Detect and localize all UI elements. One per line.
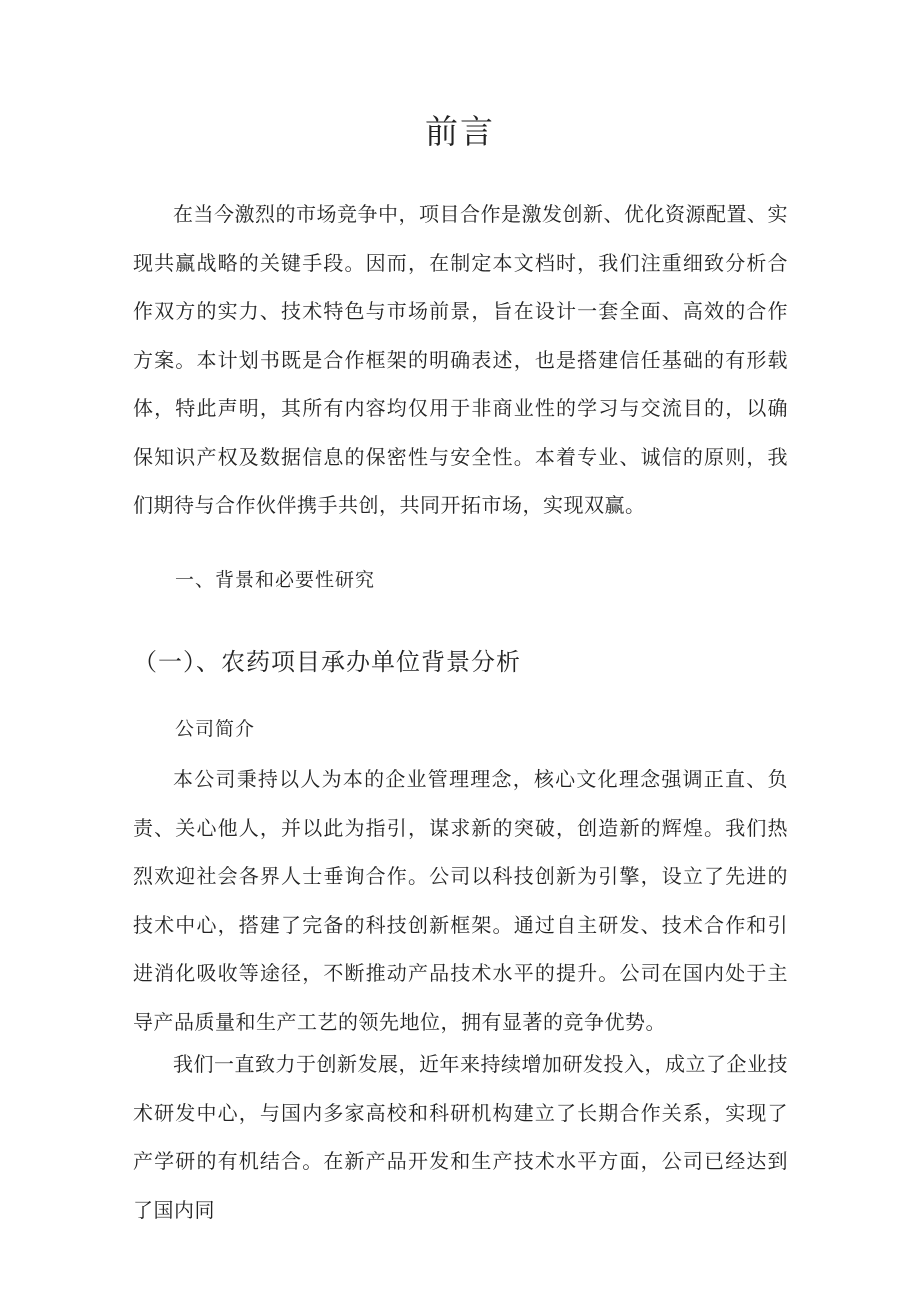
preface-paragraph: 在当今激烈的市场竞争中，项目合作是激发创新、优化资源配置、实现共赢战略的关键手段。因而，在制定本文档时，我们注重细致分析合作双方的实力、技术特色与市场前景，旨在设计一套全面、高效的合作方案。本计划书既是合作框架的明确表述，也是搭建信任基础的有形载体，特此声明，其所有内容均仅用于非商业性的学习与交流目的，以确保知识产权及数据信息的保密性与安全性。本着专业、诚信的原则，我们期待与合作伙伴携手共创，共同开拓市场，实现双赢。 [133,202,788,517]
company-intro-label: 公司简介 [175,718,256,740]
subsection-heading: （一）、农药项目承办单位背景分析 [133,648,521,676]
section-heading: 一、背景和必要性研究 [175,569,376,591]
company-paragraph-1: 本公司秉持以人为本的企业管理理念，核心文化理念强调正直、负责、关心他人，并以此为指引，谋求新的突破，创造新的辉煌。我们热烈欢迎社会各界人士垂询合作。公司以科技创新为引擎，设立了先进的技术中心，搭建了完备的科技创新框架。通过自主研发、技术合作和引进消化吸收等途径，不断推动产品技术水平的提升。公司在国内处于主导产品质量和生产工艺的领先地位，拥有显著的竞争优势。 [133,767,788,1034]
company-paragraph-2: 我们一直致力于创新发展，近年来持续增加研发投入，成立了企业技术研发中心，与国内多家高校和科研机构建立了长期合作关系，实现了产学研的有机结合。在新产品开发和生产技术水平方面，公司已经达到了国内同 [133,1052,788,1222]
page-title: 前言 [425,112,495,151]
